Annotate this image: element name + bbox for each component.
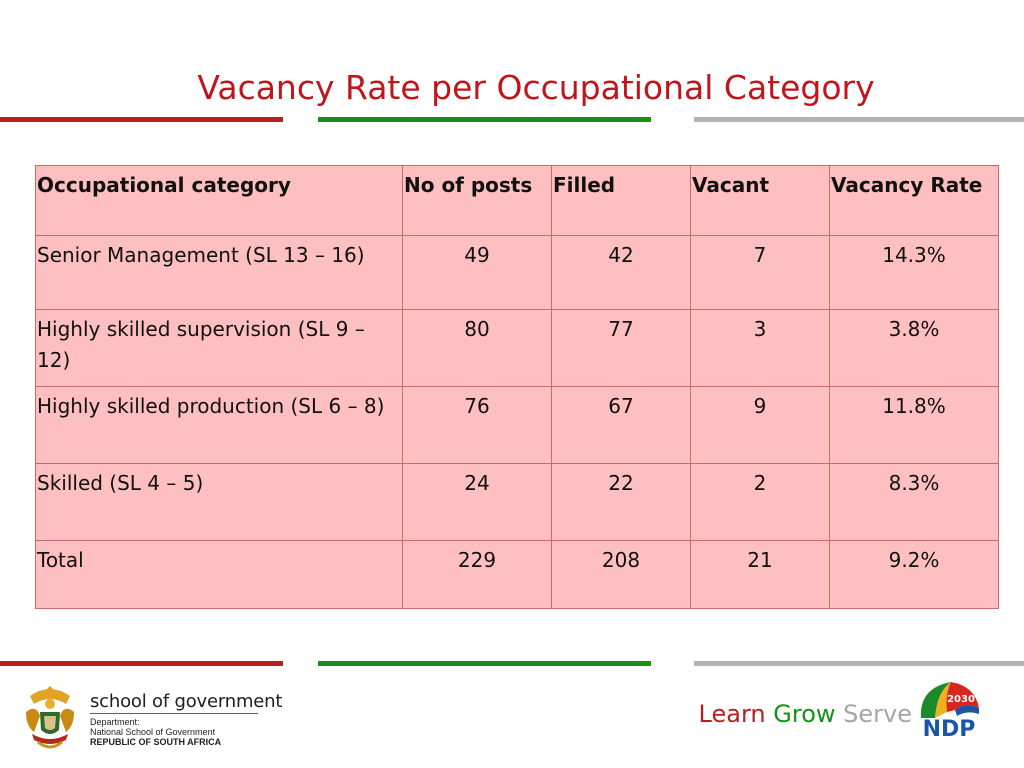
slogan-learn: Learn [698, 700, 766, 728]
table-cell: 3.8% [830, 310, 999, 387]
table-cell: 49 [403, 236, 552, 310]
table-cell: 22 [552, 464, 691, 541]
table-header-row [36, 166, 999, 236]
table-row [36, 464, 999, 541]
table-cell: 208 [552, 541, 691, 609]
vacancy-table [35, 165, 999, 609]
ndp-2030-logo [915, 678, 985, 744]
table-cell: 21 [691, 541, 830, 609]
divider-red-bottom [0, 661, 283, 666]
table-cell: 7 [691, 236, 830, 310]
table-row-total [36, 541, 999, 609]
divider-green-bottom [318, 661, 651, 666]
school-of-government-branding [90, 691, 282, 747]
table-cell: 8.3% [830, 464, 999, 541]
table-cell: 9.2% [830, 541, 999, 609]
country-name: REPUBLIC OF SOUTH AFRICA [90, 737, 222, 747]
table-cell: 11.8% [830, 387, 999, 464]
table-cell: 24 [403, 464, 552, 541]
ndp-text: NDP [922, 717, 976, 742]
table-cell: 14.3% [830, 236, 999, 310]
org-underline [90, 713, 258, 714]
table-cell: 2 [691, 464, 830, 541]
table-cell: 9 [691, 387, 830, 464]
header-cell: Vacancy Rate [830, 166, 999, 236]
divider-green-top [318, 117, 651, 122]
table-cell: Skilled (SL 4 – 5) [36, 464, 403, 541]
ndp-year: 2030 [947, 694, 975, 705]
table-cell: 3 [691, 310, 830, 387]
org-name: school of government [90, 691, 283, 712]
dept-label: Department: [90, 717, 140, 727]
slide-title: Vacancy Rate per Occupational Category [197, 68, 875, 107]
header-cell: Vacant [691, 166, 830, 236]
table-cell: 229 [403, 541, 552, 609]
header-cell: Filled [552, 166, 691, 236]
header-cell: No of posts [403, 166, 552, 236]
header-cell: Occupational category [36, 166, 403, 236]
table-cell: 80 [403, 310, 552, 387]
table-cell: 76 [403, 387, 552, 464]
slogan [699, 700, 912, 728]
table-cell: 67 [552, 387, 691, 464]
table-cell: 77 [552, 310, 691, 387]
slogan-serve: Serve [843, 700, 912, 728]
divider-grey-top [694, 117, 1024, 122]
table-cell: Highly skilled supervision (SL 9 – 12) [36, 310, 403, 387]
table-cell: Senior Management (SL 13 – 16) [36, 236, 403, 310]
divider-red-top [0, 117, 283, 122]
divider-grey-bottom [694, 661, 1024, 666]
dept-name: National School of Government [90, 727, 216, 737]
table-row [36, 387, 999, 464]
slogan-grow: Grow [773, 700, 836, 728]
table-row [36, 310, 999, 387]
table-cell: Highly skilled production (SL 6 – 8) [36, 387, 403, 464]
table-cell: Total [36, 541, 403, 609]
table-cell: 42 [552, 236, 691, 310]
coat-of-arms-logo [22, 682, 78, 754]
table-row [36, 236, 999, 310]
